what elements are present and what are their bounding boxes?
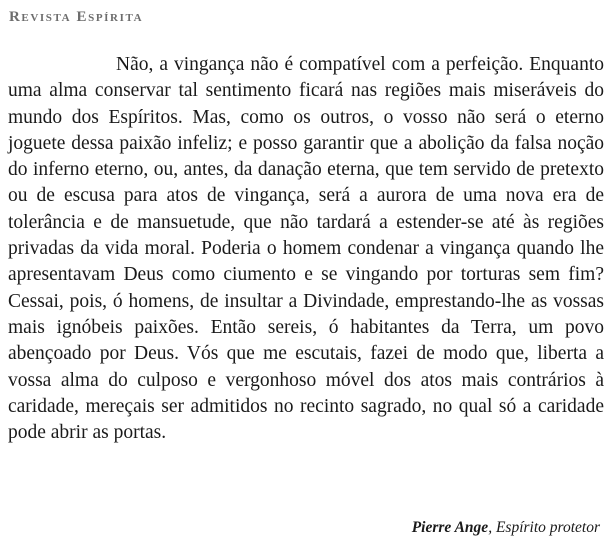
signature-role: Espírito protetor [495, 519, 600, 536]
running-head: Revista Espírita [9, 9, 144, 25]
signature-separator: , [488, 519, 496, 536]
signature-author: Pierre Ange [411, 519, 489, 536]
signature [412, 519, 600, 537]
body-paragraph: Não, a vingança não é compatível com a perfeição. Enquanto uma alma conservar tal sentimento ficará nas regiões mais miseráveis do mundo dos Espíritos. Mas, como os outros, o vosso não será o eterno joguete dessa paixão infeliz; e posso garantir que a abolição da falsa noção do inferno eterno, ou, antes, da danação eterna, que tem servido de pretexto ou de escusa para atos de vingança, será a aurora de uma nova era de tolerância e de mansuetude, que não tardará a estender-se até às regiões privadas da vida moral. Poderia o homem condenar a vingança quando lhe apresentavam Deus como ciumento e se vingando por torturas sem fim? Cessai, pois, ó homens, de insultar a Divindade, emprestando-lhe as vossas mais ignóbeis paixões. Então sereis, ó habitantes da Terra, um povo abençoado por Deus. Vós que me escutais, fazei de modo que, liberta a vossa alma do culposo e vergonhoso móvel dos atos mais contrários à caridade, mereçais ser admitidos no recinto sagrado, no qual só a caridade pode abrir as portas. [8, 54, 604, 444]
